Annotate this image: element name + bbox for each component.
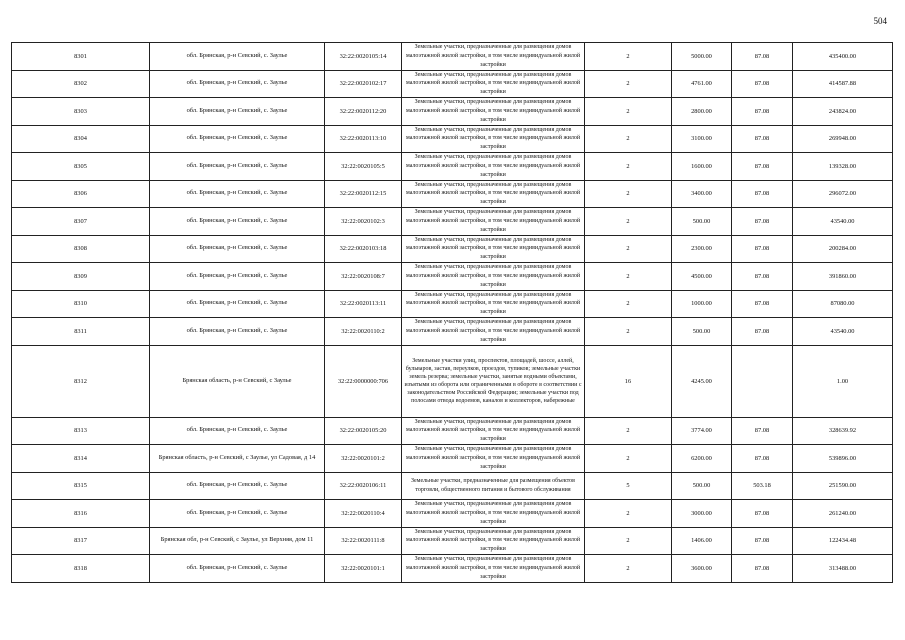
specific-value-cell: 503.18 [732,472,793,500]
address-cell: обл. Брянская, р-н Севский, с. Заулье [150,125,325,153]
row-number-cell: 8302 [12,70,150,98]
cadastral-number-cell: 32:22:0020105:14 [325,43,402,71]
address-cell: обл. Брянская, р-н Севский, с. Заулье [150,290,325,318]
group-code-cell: 2 [585,153,672,181]
table-body [12,43,893,583]
address-cell: обл. Брянская, р-н Севский, с. Заулье [150,555,325,583]
specific-value-cell [732,345,793,417]
row-number-cell: 8318 [12,555,150,583]
cadastral-number-cell: 32:22:0000000:706 [325,345,402,417]
cadastral-value-cell: 122434.48 [793,527,893,555]
address-cell: обл. Брянская, р-н Севский, с. Заулье [150,472,325,500]
cadastral-value-cell: 313488.00 [793,555,893,583]
area-cell: 2800.00 [672,98,732,126]
cadastral-value-cell: 251590.00 [793,472,893,500]
address-cell: обл. Брянская, р-н Севский, с. Заулье [150,180,325,208]
cadastral-number-cell: 32:22:0020113:11 [325,290,402,318]
row-number-cell: 8308 [12,235,150,263]
table-row [12,98,893,126]
group-code-cell: 2 [585,318,672,346]
area-cell: 4500.00 [672,263,732,291]
land-use-cell: Земельные участки, предназначенные для размещения домов малоэтажной жилой застройки, в том числе индивидуальной жилой застройки [402,555,585,583]
group-code-cell: 2 [585,555,672,583]
cadastral-value-cell: 414587.88 [793,70,893,98]
group-code-cell: 2 [585,527,672,555]
area-cell: 1000.00 [672,290,732,318]
land-use-cell: Земельные участки, предназначенные для размещения домов малоэтажной жилой застройки, в том числе индивидуальной жилой застройки [402,290,585,318]
table-row [12,555,893,583]
cadastral-number-cell: 32:22:0020112:15 [325,180,402,208]
table-row [12,235,893,263]
area-cell: 3000.00 [672,500,732,528]
group-code-cell: 2 [585,445,672,473]
cadastral-value-cell: 261240.00 [793,500,893,528]
land-use-cell: Земельные участки, предназначенные для размещения домов малоэтажной жилой застройки, в том числе индивидуальной жилой застройки [402,180,585,208]
row-number-cell: 8310 [12,290,150,318]
specific-value-cell: 87.08 [732,318,793,346]
table-row [12,472,893,500]
table-row [12,208,893,236]
cadastral-value-cell: 269948.00 [793,125,893,153]
table-row [12,153,893,181]
area-cell: 3100.00 [672,125,732,153]
specific-value-cell: 87.08 [732,125,793,153]
area-cell: 3400.00 [672,180,732,208]
cadastral-number-cell: 32:22:0020102:3 [325,208,402,236]
address-cell: обл. Брянская, р-н Севский, с. Заулье [150,263,325,291]
specific-value-cell: 87.08 [732,180,793,208]
cadastral-number-cell: 32:22:0020110:2 [325,318,402,346]
cadastral-number-cell: 32:22:0020101:2 [325,445,402,473]
cadastral-value-cell: 539896.00 [793,445,893,473]
cadastral-value-cell: 296072.00 [793,180,893,208]
table-row [12,70,893,98]
group-code-cell: 2 [585,290,672,318]
row-number-cell: 8314 [12,445,150,473]
specific-value-cell: 87.08 [732,527,793,555]
group-code-cell: 2 [585,417,672,445]
land-use-cell: Земельные участки, предназначенные для размещения домов малоэтажной жилой застройки, в том числе индивидуальной жилой застройки [402,153,585,181]
area-cell: 5000.00 [672,43,732,71]
table-row [12,527,893,555]
table-row [12,43,893,71]
address-cell: обл. Брянская, р-н Севский, с. Заулье [150,208,325,236]
cadastral-value-cell: 435400.00 [793,43,893,71]
cadastral-value-cell: 200284.00 [793,235,893,263]
row-number-cell: 8307 [12,208,150,236]
address-cell: обл. Брянская, р-н Севский, с. Заулье [150,98,325,126]
specific-value-cell: 87.08 [732,263,793,291]
area-cell: 1406.00 [672,527,732,555]
cadastral-number-cell: 32:22:0020112:20 [325,98,402,126]
cadastral-value-cell: 328639.92 [793,417,893,445]
specific-value-cell: 87.08 [732,500,793,528]
address-cell: Брянская обл, р-н Севский, с Заулье, ул Верхняя, дом 11 [150,527,325,555]
cadastral-value-cell: 391860.00 [793,263,893,291]
row-number-cell: 8311 [12,318,150,346]
row-number-cell: 8306 [12,180,150,208]
table-row [12,318,893,346]
cadastral-number-cell: 32:22:0020113:10 [325,125,402,153]
address-cell: обл. Брянская, р-н Севский, с. Заулье [150,153,325,181]
land-use-cell: Земельные участки, предназначенные для размещения домов малоэтажной жилой застройки, в том числе индивидуальной жилой застройки [402,43,585,71]
row-number-cell: 8305 [12,153,150,181]
row-number-cell: 8309 [12,263,150,291]
table-row [12,345,893,417]
cadastral-number-cell: 32:22:0020111:8 [325,527,402,555]
area-cell: 500.00 [672,472,732,500]
area-cell: 4245.00 [672,345,732,417]
cadastral-number-cell: 32:22:0020103:18 [325,235,402,263]
address-cell: обл. Брянская, р-н Севский, с. Заулье [150,235,325,263]
address-cell: обл. Брянская, р-н Севский, с. Заулье [150,318,325,346]
land-use-cell: Земельные участки, предназначенные для размещения объектов торговли, общественного питания и бытового обслуживания [402,472,585,500]
area-cell: 4761.00 [672,70,732,98]
address-cell: обл. Брянская, р-н Севский, с. Заулье [150,43,325,71]
area-cell: 500.00 [672,318,732,346]
table-row [12,263,893,291]
row-number-cell: 8315 [12,472,150,500]
land-use-cell: Земельные участки, предназначенные для размещения домов малоэтажной жилой застройки, в том числе индивидуальной жилой застройки [402,500,585,528]
address-cell: Брянская область, р-н Севский, с Заулье, ул Садовая, д 14 [150,445,325,473]
row-number-cell: 8313 [12,417,150,445]
cadastral-number-cell: 32:22:0020105:20 [325,417,402,445]
specific-value-cell: 87.08 [732,153,793,181]
land-use-cell: Земельные участки, предназначенные для размещения домов малоэтажной жилой застройки, в том числе индивидуальной жилой застройки [402,445,585,473]
cadastral-number-cell: 32:22:0020110:4 [325,500,402,528]
land-use-cell: Земельные участки улиц, проспектов, площадей, шоссе, аллей, бульваров, застав, переулков, проездов, тупиков; земельные участки земель резерва; земельные участки, занятые водными объектами, изъятыми из оборота или ограниченными в обороте в соответствии с законодательством Российской Федерации; земельные участки под полосами отвода водоемов, каналов и коллекторов, набережные [402,345,585,417]
address-cell: обл. Брянская, р-н Севский, с. Заулье [150,500,325,528]
cadastral-value-cell: 43540.00 [793,208,893,236]
row-number-cell: 8317 [12,527,150,555]
cadastral-number-cell: 32:22:0020105:5 [325,153,402,181]
cadastral-number-cell: 32:22:0020108:7 [325,263,402,291]
land-use-cell: Земельные участки, предназначенные для размещения домов малоэтажной жилой застройки, в том числе индивидуальной жилой застройки [402,527,585,555]
row-number-cell: 8303 [12,98,150,126]
cadastral-value-table [11,42,893,583]
cadastral-number-cell: 32:22:0020101:1 [325,555,402,583]
area-cell: 6200.00 [672,445,732,473]
group-code-cell: 2 [585,98,672,126]
table-row [12,180,893,208]
group-code-cell: 16 [585,345,672,417]
land-use-cell: Земельные участки, предназначенные для размещения домов малоэтажной жилой застройки, в том числе индивидуальной жилой застройки [402,318,585,346]
cadastral-value-cell: 87080.00 [793,290,893,318]
group-code-cell: 2 [585,180,672,208]
group-code-cell: 2 [585,70,672,98]
table-row [12,125,893,153]
row-number-cell: 8304 [12,125,150,153]
address-cell: обл. Брянская, р-н Севский, с. Заулье [150,70,325,98]
cadastral-value-cell: 139328.00 [793,153,893,181]
land-use-cell: Земельные участки, предназначенные для размещения домов малоэтажной жилой застройки, в том числе индивидуальной жилой застройки [402,98,585,126]
table-row [12,417,893,445]
table-row [12,445,893,473]
cadastral-number-cell: 32:22:0020106:11 [325,472,402,500]
cadastral-value-cell: 243824.00 [793,98,893,126]
specific-value-cell: 87.08 [732,70,793,98]
area-cell: 1600.00 [672,153,732,181]
area-cell: 500.00 [672,208,732,236]
land-use-cell: Земельные участки, предназначенные для размещения домов малоэтажной жилой застройки, в том числе индивидуальной жилой застройки [402,235,585,263]
group-code-cell: 2 [585,263,672,291]
row-number-cell: 8312 [12,345,150,417]
specific-value-cell: 87.08 [732,208,793,236]
specific-value-cell: 87.08 [732,555,793,583]
specific-value-cell: 87.08 [732,445,793,473]
area-cell: 3774.00 [672,417,732,445]
group-code-cell: 2 [585,235,672,263]
area-cell: 2300.00 [672,235,732,263]
specific-value-cell: 87.08 [732,235,793,263]
cadastral-number-cell: 32:22:0020102:17 [325,70,402,98]
area-cell: 3600.00 [672,555,732,583]
address-cell: Брянская область, р-н Севский, с Заулье [150,345,325,417]
table-row [12,500,893,528]
group-code-cell: 2 [585,208,672,236]
group-code-cell: 2 [585,125,672,153]
address-cell: обл. Брянская, р-н Севский, с. Заулье [150,417,325,445]
specific-value-cell: 87.08 [732,43,793,71]
row-number-cell: 8301 [12,43,150,71]
group-code-cell: 5 [585,472,672,500]
page-number: 504 [873,16,887,26]
specific-value-cell: 87.08 [732,290,793,318]
land-use-cell: Земельные участки, предназначенные для размещения домов малоэтажной жилой застройки, в том числе индивидуальной жилой застройки [402,125,585,153]
land-use-cell: Земельные участки, предназначенные для размещения домов малоэтажной жилой застройки, в том числе индивидуальной жилой застройки [402,70,585,98]
land-use-cell: Земельные участки, предназначенные для размещения домов малоэтажной жилой застройки, в том числе индивидуальной жилой застройки [402,208,585,236]
land-use-cell: Земельные участки, предназначенные для размещения домов малоэтажной жилой застройки, в том числе индивидуальной жилой застройки [402,263,585,291]
group-code-cell: 2 [585,43,672,71]
row-number-cell: 8316 [12,500,150,528]
specific-value-cell: 87.08 [732,98,793,126]
group-code-cell: 2 [585,500,672,528]
cadastral-value-cell: 1.00 [793,345,893,417]
land-use-cell: Земельные участки, предназначенные для размещения домов малоэтажной жилой застройки, в том числе индивидуальной жилой застройки [402,417,585,445]
specific-value-cell: 87.08 [732,417,793,445]
table-row [12,290,893,318]
cadastral-value-cell: 43540.00 [793,318,893,346]
